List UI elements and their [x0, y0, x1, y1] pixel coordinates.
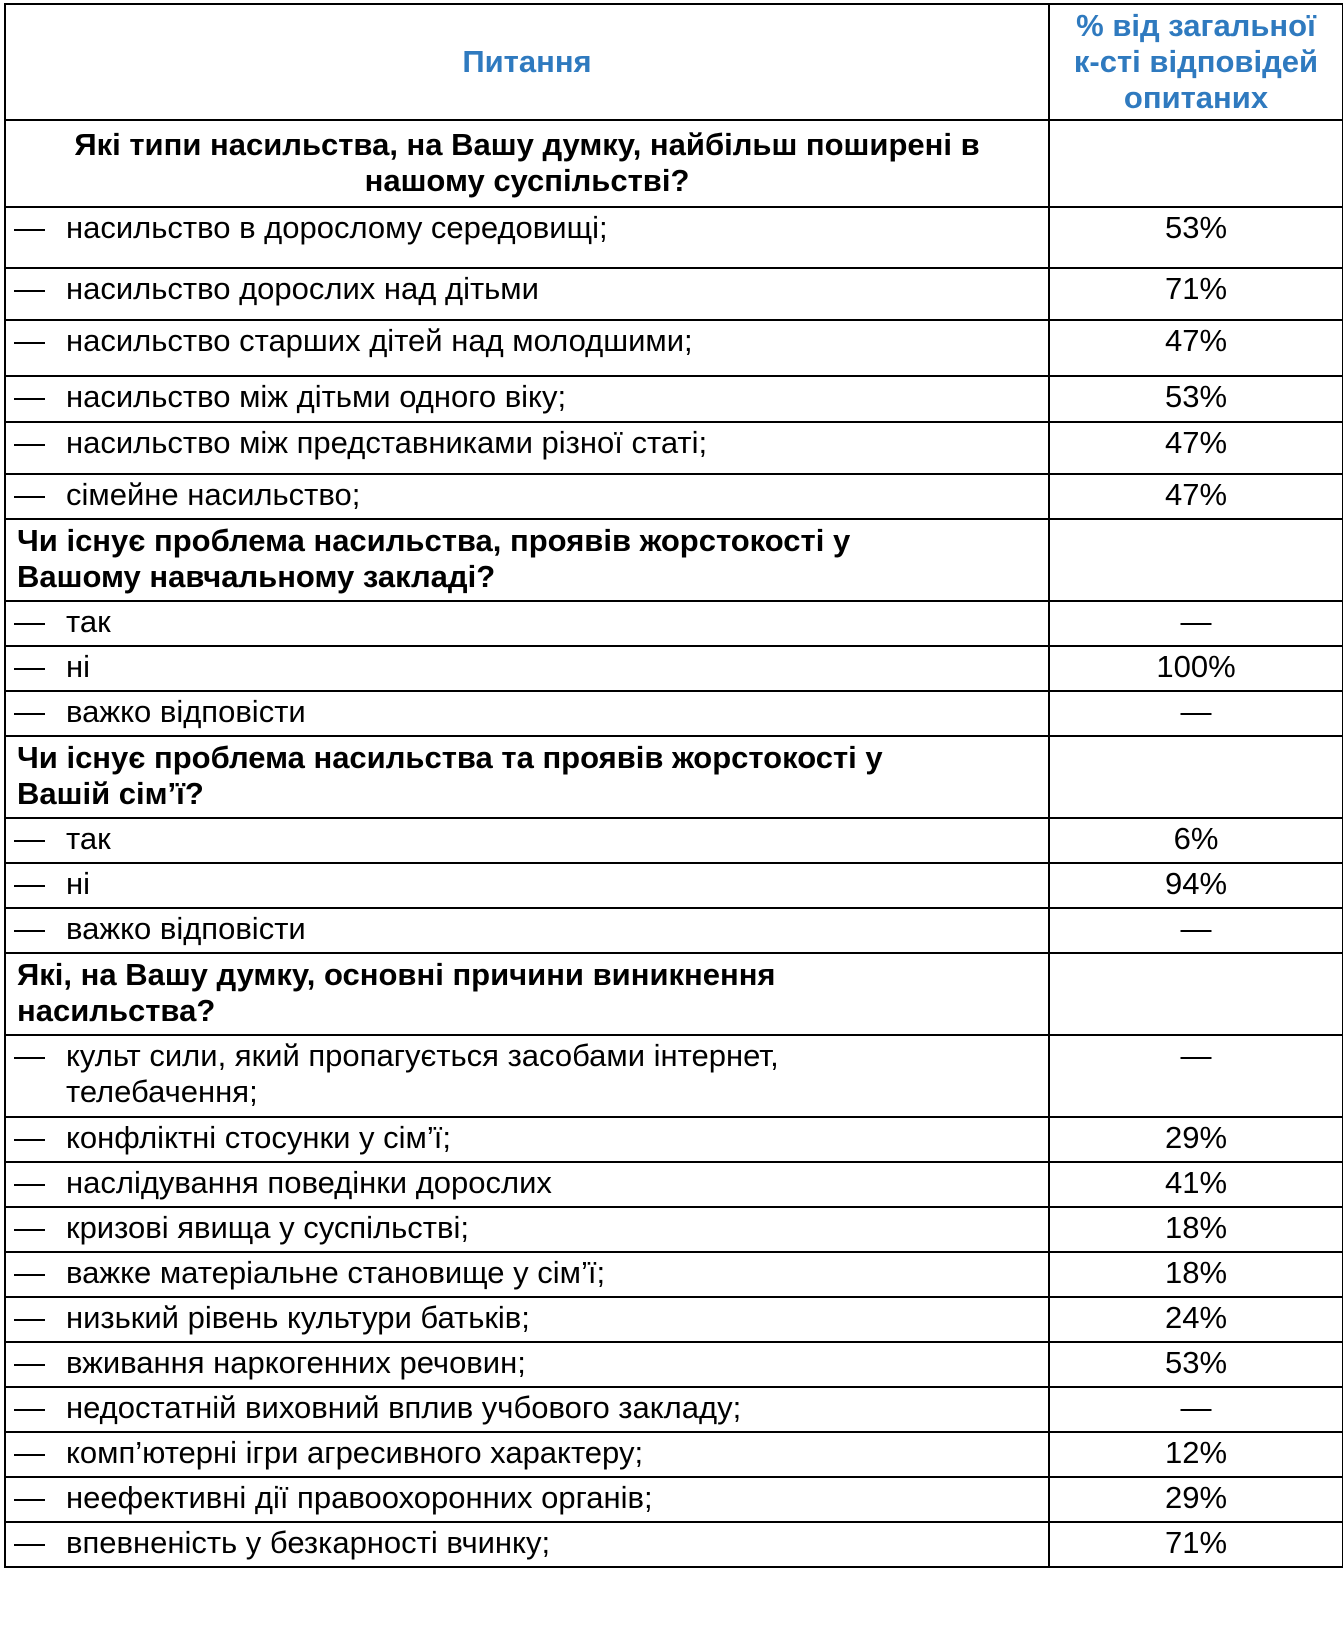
item-percent: —: [1049, 1035, 1343, 1117]
table-row: [5, 691, 1343, 736]
item-percent: —: [1049, 691, 1343, 736]
section-title: Які типи насильства, на Вашу думку, найбільш поширені в нашому суспільстві?: [5, 120, 1049, 207]
table-row: [5, 268, 1343, 320]
dash-marker: —: [14, 604, 45, 639]
percent-header-line: % від загальної: [1076, 8, 1316, 43]
dash-marker: —: [14, 866, 45, 901]
item-cell: [5, 1522, 1049, 1567]
item-cell: [5, 601, 1049, 646]
section-percent-cell: [1049, 519, 1343, 601]
item-percent: 18%: [1049, 1207, 1343, 1252]
item-percent: —: [1049, 908, 1343, 953]
item-label: насильство між представниками різної статі;: [66, 425, 708, 460]
item-label: так: [66, 821, 111, 856]
item-percent: 12%: [1049, 1432, 1343, 1477]
item-percent: 47%: [1049, 320, 1343, 376]
dash-marker: —: [14, 1165, 45, 1200]
dash-marker: —: [14, 1255, 45, 1290]
section-row: [5, 736, 1343, 818]
table-row: [5, 474, 1343, 519]
item-percent: —: [1049, 1387, 1343, 1432]
item-label: комп’ютерні ігри агресивного характеру;: [66, 1435, 644, 1470]
dash-marker: —: [14, 1345, 45, 1380]
section-row: [5, 120, 1343, 207]
item-label: важко відповісти: [66, 694, 306, 729]
item-label: насильство в дорослому середовищі;: [66, 210, 608, 245]
item-cell: [5, 646, 1049, 691]
item-cell: [5, 818, 1049, 863]
item-cell: [5, 422, 1049, 474]
dash-marker: —: [14, 1300, 45, 1335]
item-cell: [5, 1477, 1049, 1522]
table-row: [5, 1342, 1343, 1387]
header-row: [5, 4, 1343, 120]
item-percent: 53%: [1049, 1342, 1343, 1387]
dash-marker: —: [14, 477, 45, 512]
table-row: [5, 863, 1343, 908]
item-percent: 94%: [1049, 863, 1343, 908]
item-percent: 29%: [1049, 1477, 1343, 1522]
dash-marker: —: [14, 425, 45, 460]
item-label: кризові явища у суспільстві;: [66, 1210, 469, 1245]
item-label: наслідування поведінки дорослих: [66, 1165, 552, 1200]
item-cell: [5, 863, 1049, 908]
section-title: Чи існує проблема насильства, проявів жорстокості у Вашому навчальному закладі?: [5, 519, 1049, 601]
item-cell: [5, 1207, 1049, 1252]
table-row: [5, 1035, 1343, 1117]
item-cell: [5, 691, 1049, 736]
item-label: неефективні дії правоохоронних органів;: [66, 1480, 653, 1515]
item-percent: 71%: [1049, 268, 1343, 320]
table-row: [5, 601, 1343, 646]
dash-marker: —: [14, 1525, 45, 1560]
dash-marker: —: [14, 1390, 45, 1425]
item-percent: 24%: [1049, 1297, 1343, 1342]
section-percent-cell: [1049, 736, 1343, 818]
dash-marker: —: [14, 1120, 45, 1155]
dash-marker: —: [14, 694, 45, 729]
table-row: [5, 1477, 1343, 1522]
item-cell: [5, 1035, 1049, 1117]
item-label: насильство старших дітей над молодшими;: [66, 323, 693, 358]
item-label: недостатній виховний вплив учбового закладу;: [66, 1390, 742, 1425]
item-cell: [5, 1162, 1049, 1207]
item-percent: 53%: [1049, 207, 1343, 268]
item-cell: [5, 1297, 1049, 1342]
item-label: впевненість у безкарності вчинку;: [66, 1525, 551, 1560]
table-row: [5, 1162, 1343, 1207]
item-cell: [5, 1432, 1049, 1477]
section-row: [5, 519, 1343, 601]
percent-header-line: опитаних: [1123, 80, 1269, 115]
item-cell: [5, 207, 1049, 268]
dash-marker: —: [14, 210, 45, 245]
section-percent-cell: [1049, 953, 1343, 1035]
item-label: так: [66, 604, 111, 639]
item-label: культ сили, який пропагується засобами інтернет, телебачення;: [66, 1038, 779, 1109]
table-row: [5, 908, 1343, 953]
item-label: важке матеріальне становище у сім’ї;: [66, 1255, 606, 1290]
dash-marker: —: [14, 1210, 45, 1245]
item-cell: [5, 1342, 1049, 1387]
item-cell: [5, 1252, 1049, 1297]
item-cell: [5, 376, 1049, 422]
item-percent: —: [1049, 601, 1343, 646]
dash-marker: —: [14, 911, 45, 946]
table-row: [5, 1117, 1343, 1162]
item-cell: [5, 1117, 1049, 1162]
table-row: [5, 1252, 1343, 1297]
item-label: конфліктні стосунки у сім’ї;: [66, 1120, 451, 1155]
item-cell: [5, 268, 1049, 320]
item-label: вживання наркогенних речовин;: [66, 1345, 526, 1380]
dash-marker: —: [14, 649, 45, 684]
item-cell: [5, 908, 1049, 953]
survey-table: [4, 3, 1343, 1568]
dash-marker: —: [14, 1038, 45, 1073]
section-row: [5, 953, 1343, 1035]
item-label: низький рівень культури батьків;: [66, 1300, 530, 1335]
table-row: [5, 376, 1343, 422]
item-percent: 53%: [1049, 376, 1343, 422]
dash-marker: —: [14, 271, 45, 306]
table-row: [5, 1387, 1343, 1432]
item-label: ні: [66, 866, 91, 901]
item-label: сімейне насильство;: [66, 477, 361, 512]
item-percent: 41%: [1049, 1162, 1343, 1207]
question-column-header: Питання: [5, 4, 1049, 120]
item-label: важко відповісти: [66, 911, 306, 946]
dash-marker: —: [14, 379, 45, 414]
item-label: насильство дорослих над дітьми: [66, 271, 539, 306]
item-cell: [5, 1387, 1049, 1432]
item-percent: 47%: [1049, 422, 1343, 474]
table-row: [5, 422, 1343, 474]
percent-header-line: к-сті відповідей: [1073, 44, 1319, 79]
table-row: [5, 1207, 1343, 1252]
item-percent: 29%: [1049, 1117, 1343, 1162]
table-row: [5, 1522, 1343, 1567]
item-percent: 47%: [1049, 474, 1343, 519]
table-row: [5, 1297, 1343, 1342]
table-row: [5, 818, 1343, 863]
percent-column-header: [1049, 4, 1343, 120]
dash-marker: —: [14, 1435, 45, 1470]
section-percent-cell: [1049, 120, 1343, 207]
dash-marker: —: [14, 821, 45, 856]
table-row: [5, 1432, 1343, 1477]
table-row: [5, 207, 1343, 268]
item-cell: [5, 474, 1049, 519]
item-cell: [5, 320, 1049, 376]
item-percent: 18%: [1049, 1252, 1343, 1297]
item-label: насильство між дітьми одного віку;: [66, 379, 567, 414]
table-row: [5, 646, 1343, 691]
section-title: Чи існує проблема насильства та проявів жорстокості у Вашій сім’ї?: [5, 736, 1049, 818]
item-percent: 6%: [1049, 818, 1343, 863]
item-percent: 100%: [1049, 646, 1343, 691]
dash-marker: —: [14, 323, 45, 358]
item-label: ні: [66, 649, 91, 684]
item-percent: 71%: [1049, 1522, 1343, 1567]
dash-marker: —: [14, 1480, 45, 1515]
section-title: Які, на Вашу думку, основні причини виникнення насильства?: [5, 953, 1049, 1035]
table-row: [5, 320, 1343, 376]
